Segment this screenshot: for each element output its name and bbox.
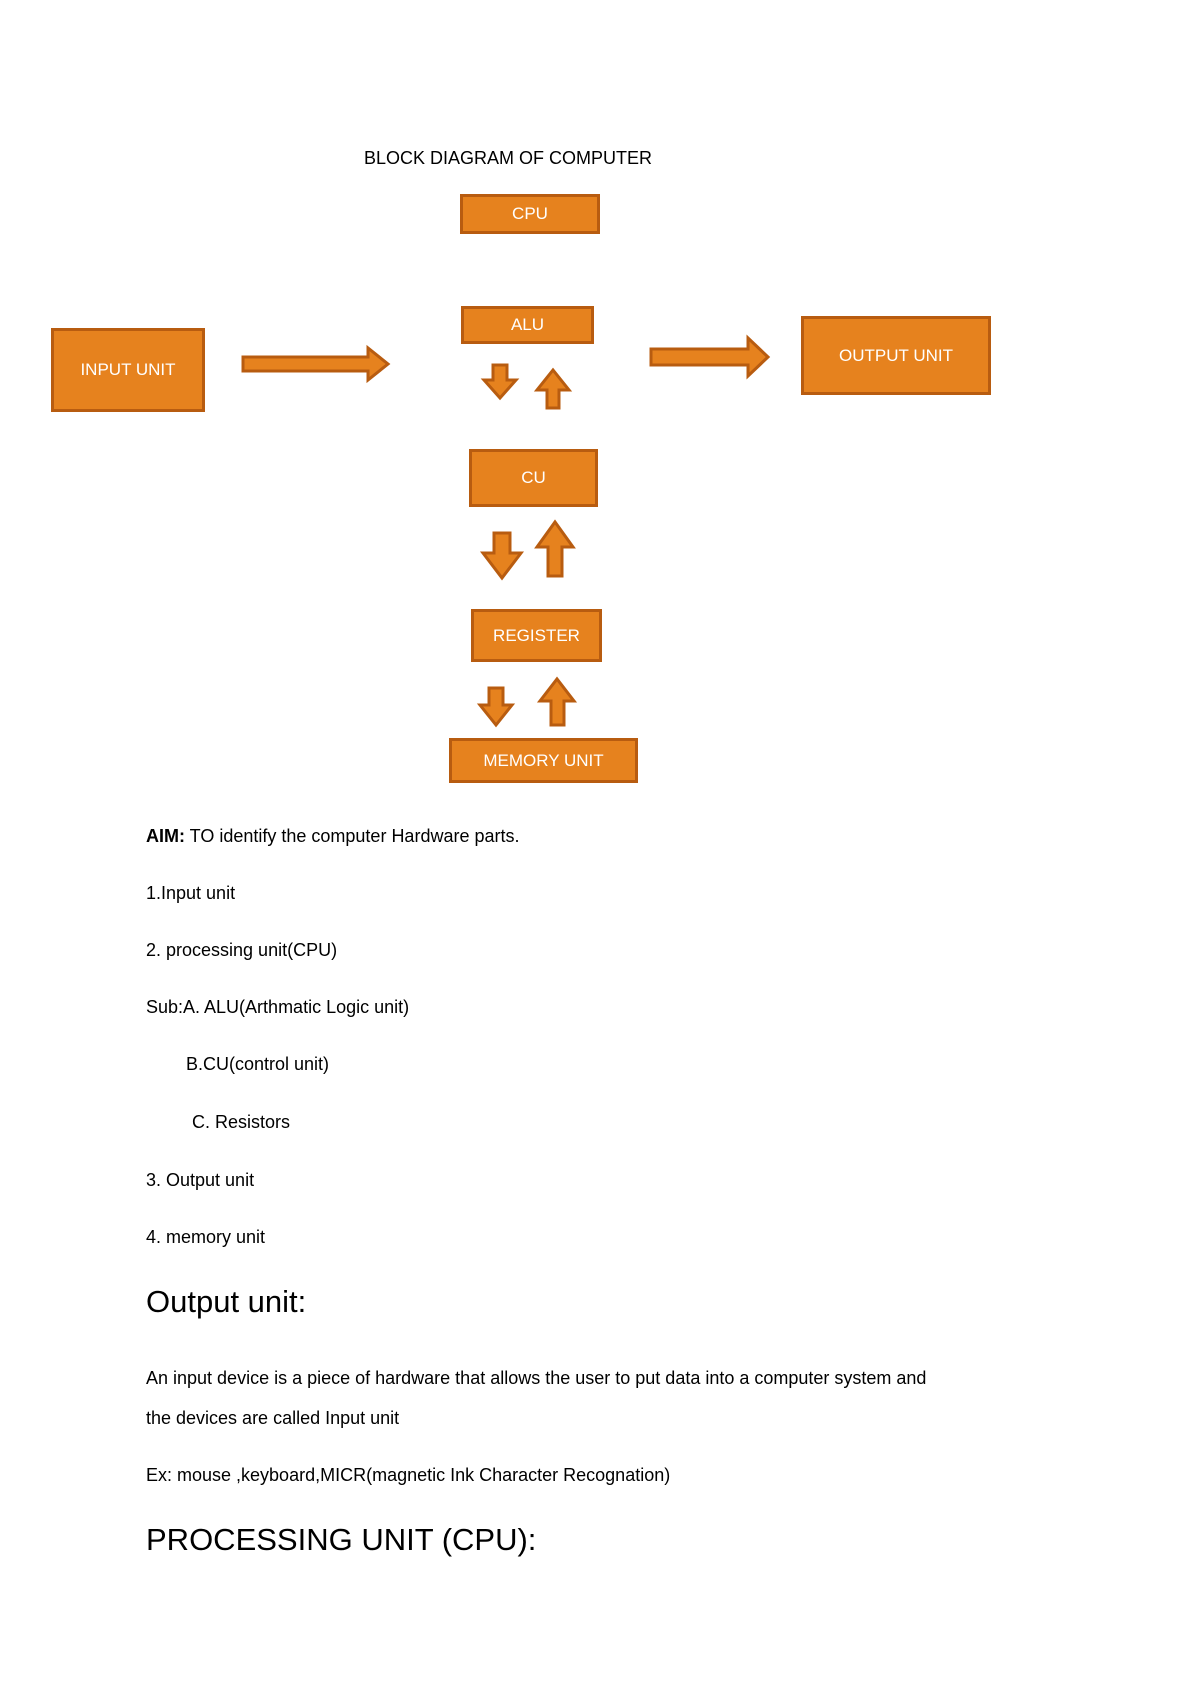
- paragraph-line: An input device is a piece of hardware that allows the user to put data into a computer system and: [146, 1368, 927, 1388]
- heading-output-unit: Output unit:: [146, 1284, 307, 1319]
- cpu-label: CPU: [512, 204, 548, 223]
- heading-processing-unit: PROCESSING UNIT (CPU):: [146, 1522, 537, 1557]
- paragraph-line: the devices are called Input unit: [146, 1408, 400, 1428]
- list-item: 2. processing unit(CPU): [146, 940, 338, 960]
- down-arrow-icon: [480, 688, 512, 725]
- paragraph-example: Ex: mouse ,keyboard,MICR(magnetic Ink Character Recognation): [146, 1465, 671, 1485]
- list-item: B.CU(control unit): [186, 1054, 330, 1074]
- diagram-arrows: [0, 0, 1200, 820]
- up-arrow-icon: [537, 370, 569, 408]
- down-arrow-icon: [483, 533, 521, 578]
- alu-label: ALU: [510, 315, 545, 334]
- memory-unit-label: MEMORY UNIT: [483, 750, 604, 770]
- list-item: 3. Output unit: [146, 1170, 255, 1190]
- register-label: REGISTER: [493, 625, 580, 645]
- list-item: Sub:A. ALU(Arthmatic Logic unit): [146, 997, 410, 1017]
- list-item: 1.Input unit: [146, 883, 236, 903]
- output-unit-label: OUTPUT UNIT: [839, 345, 953, 365]
- aim-line: [146, 826, 520, 847]
- diagram-title: BLOCK DIAGRAM OF COMPUTER: [364, 148, 653, 168]
- input-unit-label: INPUT UNIT: [80, 360, 176, 379]
- list-item: C. Resistors: [192, 1112, 291, 1132]
- cu-label: CU: [521, 468, 546, 487]
- right-arrow-icon: [243, 348, 388, 380]
- up-arrow-icon: [537, 522, 573, 576]
- aim-text: TO identify the computer Hardware parts.: [185, 826, 520, 846]
- up-arrow-icon: [540, 679, 574, 725]
- list-item: 4. memory unit: [146, 1227, 266, 1247]
- down-arrow-icon: [484, 365, 516, 398]
- right-arrow-icon: [651, 338, 768, 376]
- aim-label: AIM:: [146, 826, 185, 846]
